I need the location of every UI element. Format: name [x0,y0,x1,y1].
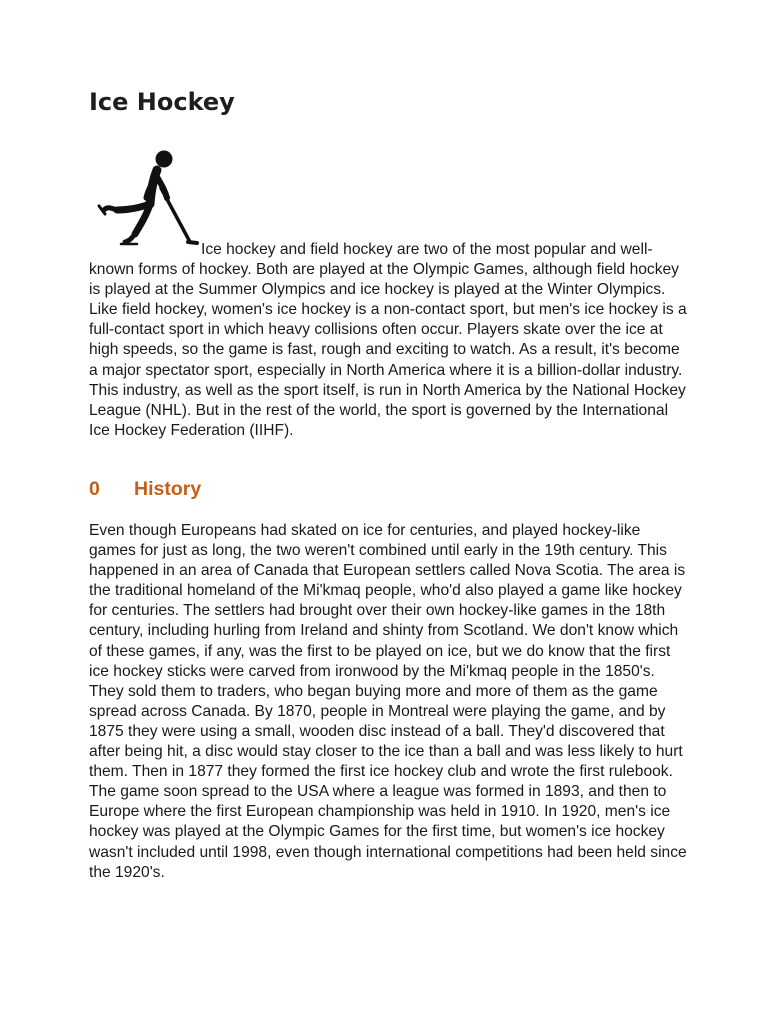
history-paragraph: Even though Europeans had skated on ice for centuries, and played hockey-like games for just as long, the two weren't combined until early in the 19th century. This happened in an area of Canada that European settlers called Nova Scotia. The area is the traditional homeland of the Mi'kmaq people, who'd also played a game like hockey for centuries. The settlers had brought over their own hockey-like games in the 18th century, including hurling from Ireland and shinty from Scotland. We don't know which of these games, if any, was the first to be played on ice, but we do know that the first ice hockey sticks were carved from ironwood by the Mi'kmaq people in the 1850's. They sold them to traders, who began buying more and more of them as the game spread across Canada. By 1870, people in Montreal were playing the game, and by 1875 they were using a small, wooden disc instead of a ball. They'd discovered that after being hit, a disc would stay closer to the ice than a ball and was less likely to hurt them. Then in 1877 they formed the first ice hockey club and wrote the first rulebook. The game soon spread to the USA where a league was formed in 1893, and then to Europe where the first European championship was held in 1910. In 1920, men's ice hockey was played at the Olympic Games for the first time, but women's ice hockey wasn't included until 1998, even though international competitions had been held since the 1920's. [89,522,687,881]
figure-indent [89,253,201,254]
section-number: 0 [89,478,100,500]
page-title: Ice Hockey [89,88,235,116]
section-heading [89,478,201,501]
ice-hockey-player-icon [95,148,201,252]
intro-text: Ice hockey and field hockey are two of the most popular and well-known forms of hockey. Both are played at the Olympic Games, although field hockey is played at the Summer Olympics and ice hockey is played at the Winter Olympics. Like field hockey, women's ice hockey is a non-contact sport, but men's ice hockey is a full-contact sport in which heavy collisions often occur. Players skate over the ice at high speeds, so the game is fast, rough and exciting to watch. As a result, it's become a major spectator sport, especially in North America where it is a billion-dollar industry. This industry, as well as the sport itself, is run in North America by the National Hockey League (NHL). But in the rest of the world, the sport is governed by the International Ice Hockey Federation (IIHF). [89,241,687,439]
section-title: History [134,478,202,500]
intro-paragraph [89,240,689,441]
